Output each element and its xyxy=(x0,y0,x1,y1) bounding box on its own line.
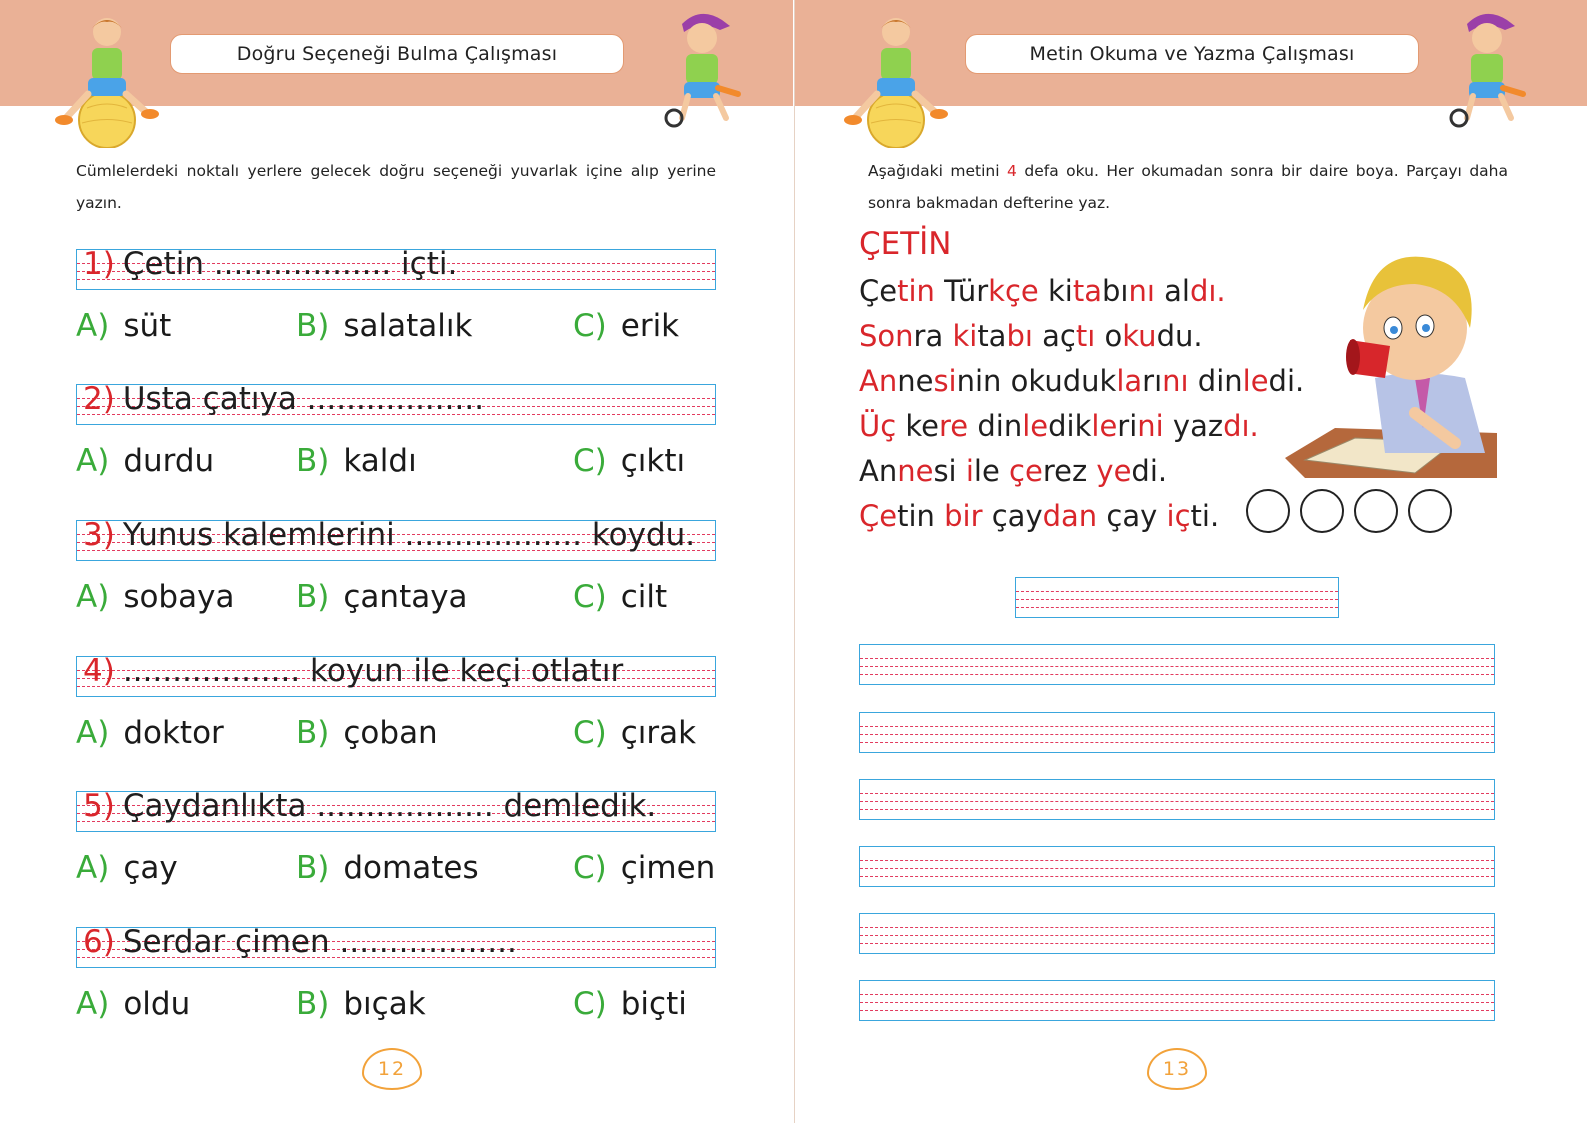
syllable: le xyxy=(1022,409,1049,443)
story-line xyxy=(859,499,1219,533)
question-strip xyxy=(76,924,716,968)
syllable: o xyxy=(1095,319,1123,353)
syllable: bı xyxy=(1006,319,1033,353)
syllable: i xyxy=(965,454,974,488)
syllable: ra xyxy=(913,319,953,353)
syllable: ye xyxy=(1096,454,1132,488)
syllable: iç xyxy=(1166,499,1191,533)
question-text: Çaydanlıkta .................. demledik. xyxy=(122,788,657,824)
syllable: nin xyxy=(956,364,1011,398)
writing-strip[interactable] xyxy=(859,712,1495,753)
syllable: Çe xyxy=(859,499,898,533)
question-number: 4) xyxy=(83,653,115,689)
question-number: 6) xyxy=(83,924,115,960)
option-b[interactable]: B) çantaya xyxy=(296,579,468,615)
title-writing-strip[interactable] xyxy=(1015,577,1339,618)
question-strip xyxy=(76,788,716,832)
syllable: tin xyxy=(897,274,935,308)
option-b[interactable]: B) çoban xyxy=(296,715,438,751)
question-number: 5) xyxy=(83,788,115,824)
syllable: ki xyxy=(952,319,978,353)
options-row xyxy=(76,308,736,352)
syllable: Çe xyxy=(859,274,898,308)
question-text: .................. koyun ile keçi otlatır xyxy=(122,653,624,689)
syllable: Tür xyxy=(934,274,989,308)
syllable: la xyxy=(1116,364,1143,398)
syllable: duk xyxy=(1062,364,1117,398)
option-c[interactable]: C) biçti xyxy=(573,986,687,1022)
syllable: ku xyxy=(1028,364,1063,398)
option-a[interactable]: A) çay xyxy=(76,850,178,886)
reading-circle[interactable] xyxy=(1300,489,1344,533)
question-strip xyxy=(76,381,716,425)
options-row xyxy=(76,443,736,487)
option-c[interactable]: C) çırak xyxy=(573,715,697,751)
option-b[interactable]: B) bıçak xyxy=(296,986,426,1022)
syllable: o xyxy=(1010,364,1029,398)
writing-strip[interactable] xyxy=(859,913,1495,954)
worksheet-title: Metin Okuma ve Yazma Çalışması xyxy=(965,34,1419,74)
syllable: ki xyxy=(1038,274,1073,308)
syllable: nı xyxy=(1128,274,1155,308)
option-a[interactable]: A) doktor xyxy=(76,715,224,751)
syllable: dı. xyxy=(1223,409,1259,443)
writing-strip[interactable] xyxy=(859,980,1495,1021)
question-strip xyxy=(76,246,716,290)
reading-circle[interactable] xyxy=(1408,489,1452,533)
syllable: nı xyxy=(1162,364,1189,398)
syllable: ri xyxy=(1117,409,1138,443)
syllable: An xyxy=(859,454,898,488)
question-number: 1) xyxy=(83,246,115,282)
options-row xyxy=(76,579,736,623)
syllable: dan xyxy=(1042,499,1098,533)
syllable: çay xyxy=(1097,499,1167,533)
worksheet-title: Doğru Seçeneği Bulma Çalışması xyxy=(170,34,624,74)
syllable: ne xyxy=(897,454,934,488)
story-line xyxy=(859,319,1203,353)
syllable: din xyxy=(968,409,1023,443)
kid-with-magnifier-illustration xyxy=(1445,6,1535,131)
syllable: le xyxy=(973,454,1010,488)
option-b[interactable]: B) kaldı xyxy=(296,443,417,479)
syllable: Üç xyxy=(859,409,897,443)
options-row xyxy=(76,715,736,759)
option-c[interactable]: C) çimen xyxy=(573,850,716,886)
syllable: dı. xyxy=(1189,274,1226,308)
instruction-text: Aşağıdaki metini 4 defa oku. Her okumadan sonra bir daire boya. Parçayı daha sonra bakmadan defterine yaz. xyxy=(868,162,1508,212)
option-c[interactable]: C) erik xyxy=(573,308,680,344)
syllable: ta xyxy=(977,319,1007,353)
kid-on-ball-illustration xyxy=(841,8,951,148)
reading-circle[interactable] xyxy=(1246,489,1290,533)
syllable: ne xyxy=(897,364,934,398)
option-b[interactable]: B) domates xyxy=(296,850,479,886)
page-number: 13 xyxy=(1147,1048,1207,1090)
right-page xyxy=(794,0,1587,1123)
option-a[interactable]: A) oldu xyxy=(76,986,191,1022)
writing-strip[interactable] xyxy=(859,846,1495,887)
syllable: tı xyxy=(1075,319,1096,353)
option-a[interactable]: A) sobaya xyxy=(76,579,235,615)
question-strip xyxy=(76,517,716,561)
syllable: çay xyxy=(982,499,1043,533)
option-c[interactable]: C) cilt xyxy=(573,579,668,615)
reading-circles xyxy=(1246,489,1452,533)
question-text: Çetin .................. içti. xyxy=(122,246,458,282)
options-row xyxy=(76,850,736,894)
writing-strip[interactable] xyxy=(859,644,1495,685)
syllable: le xyxy=(1091,409,1118,443)
syllable: si xyxy=(933,454,966,488)
syllable: le xyxy=(1242,364,1269,398)
syllable: Son xyxy=(859,319,914,353)
syllable: re xyxy=(939,409,969,443)
syllable: yaz xyxy=(1163,409,1224,443)
option-a[interactable]: A) durdu xyxy=(76,443,215,479)
question-number: 2) xyxy=(83,381,115,417)
syllable: ti. xyxy=(1190,499,1220,533)
syllable: tin xyxy=(897,499,945,533)
question-text: Serdar çimen .................. xyxy=(122,924,517,960)
boy-drinking-illustration xyxy=(1265,228,1497,488)
syllable: aç xyxy=(1032,319,1076,353)
syllable: al xyxy=(1154,274,1190,308)
option-a[interactable]: A) süt xyxy=(76,308,172,344)
story-line xyxy=(859,454,1167,488)
story-line xyxy=(859,409,1259,443)
question-strip xyxy=(76,653,716,697)
syllable: di. xyxy=(1131,454,1168,488)
syllable: du. xyxy=(1156,319,1203,353)
writing-strip[interactable] xyxy=(859,779,1495,820)
question-text: Yunus kalemlerini .................. koydu. xyxy=(122,517,696,553)
reading-circle[interactable] xyxy=(1354,489,1398,533)
syllable: kçe xyxy=(988,274,1039,308)
kid-on-ball-illustration xyxy=(52,8,162,148)
left-page xyxy=(0,0,793,1123)
syllable: bir xyxy=(944,499,983,533)
syllable: rı xyxy=(1142,364,1163,398)
option-b[interactable]: B) salatalık xyxy=(296,308,473,344)
option-c[interactable]: C) çıktı xyxy=(573,443,686,479)
syllable: ta xyxy=(1072,274,1102,308)
syllable: dik xyxy=(1048,409,1092,443)
syllable: rez xyxy=(1042,454,1097,488)
question-text: Usta çatıya .................. xyxy=(122,381,485,417)
instruction-text: Cümlelerdeki noktalı yerlere gelecek doğru seçeneği yuvarlak içine alıp yerine yazın. xyxy=(76,162,716,212)
syllable: si xyxy=(933,364,957,398)
syllable: An xyxy=(859,364,898,398)
syllable: ke xyxy=(896,409,939,443)
syllable: din xyxy=(1188,364,1243,398)
syllable: ni xyxy=(1137,409,1164,443)
story-line xyxy=(859,364,1304,398)
syllable: ku xyxy=(1122,319,1157,353)
question-number: 3) xyxy=(83,517,115,553)
story-line xyxy=(859,274,1226,308)
syllable: çe xyxy=(1009,454,1043,488)
syllable: di. xyxy=(1268,364,1305,398)
syllable: bı xyxy=(1102,274,1129,308)
options-row xyxy=(76,986,736,1030)
read-count: 4 xyxy=(1007,162,1017,180)
page-number: 12 xyxy=(362,1048,422,1090)
kid-with-magnifier-illustration xyxy=(660,6,750,131)
story-title: ÇETİN xyxy=(859,226,952,262)
